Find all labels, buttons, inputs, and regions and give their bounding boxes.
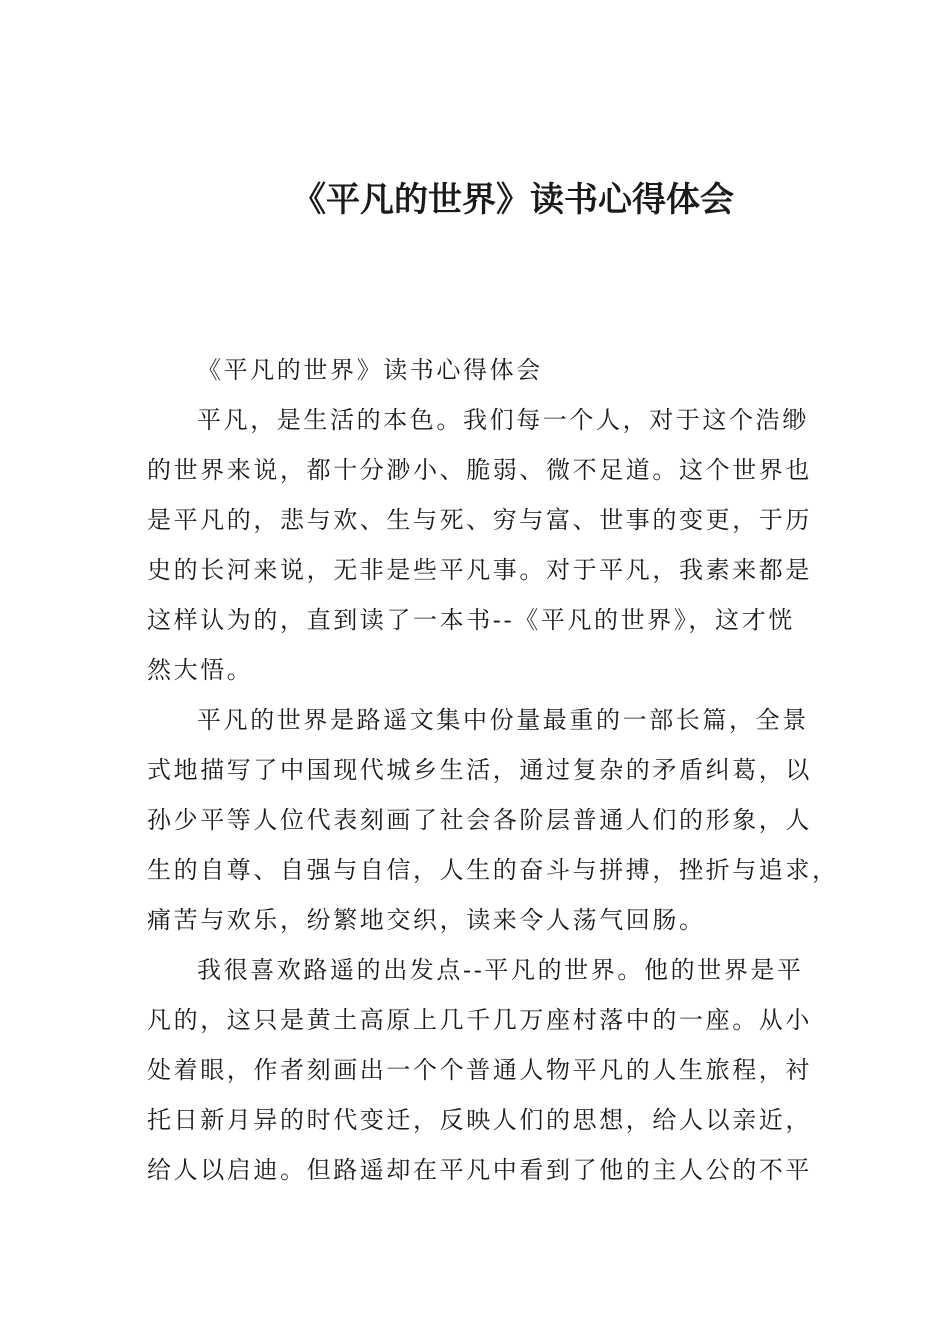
body-line: 的世界来说，都十分渺小、脆弱、微不足道。这个世界也 (147, 456, 812, 484)
body-line: 式地描写了中国现代城乡生活，通过复杂的矛盾纠葛，以 (147, 756, 812, 784)
body-line: 我很喜欢路遥的出发点--平凡的世界。他的世界是平 (197, 956, 804, 984)
document-body (147, 345, 839, 1195)
body-line: 平凡的世界是路遥文集中份量最重的一部长篇，全景 (197, 706, 809, 734)
body-line: 孙少平等人位代表刻画了社会各阶层普通人们的形象，人 (147, 806, 812, 834)
body-line: 处着眼，作者刻画出一个个普通人物平凡的人生旅程，衬 (147, 1056, 812, 1084)
body-line: 托日新月异的时代变迁，反映人们的思想，给人以亲近， (147, 1106, 812, 1134)
body-line: 然大悟。 (147, 656, 254, 684)
body-line: 给人以启迪。但路遥却在平凡中看到了他的主人公的不平 (147, 1156, 812, 1184)
body-line: 《平凡的世界》读书心得体会 (197, 356, 543, 384)
body-line: 痛苦与欢乐，纷繁地交织，读来令人荡气回肠。 (147, 906, 706, 934)
body-line: 这样认为的，直到读了一本书--《平凡的世界》，这才恍 (147, 606, 795, 634)
body-line: 史的长河来说，无非是些平凡事。对于平凡，我素来都是 (147, 556, 812, 584)
body-line: 平凡，是生活的本色。我们每一个人，对于这个浩缈 (197, 406, 809, 434)
body-line: 是平凡的，悲与欢、生与死、穷与富、世事的变更，于历 (147, 506, 812, 534)
document-title: 《平凡的世界》读书心得体会 (292, 180, 734, 220)
body-line: 生的自尊、自强与自信，人生的奋斗与拼搏，挫折与追求， (147, 856, 839, 884)
body-line: 凡的，这只是黄土高原上几千几万座村落中的一座。从小 (147, 1006, 812, 1034)
